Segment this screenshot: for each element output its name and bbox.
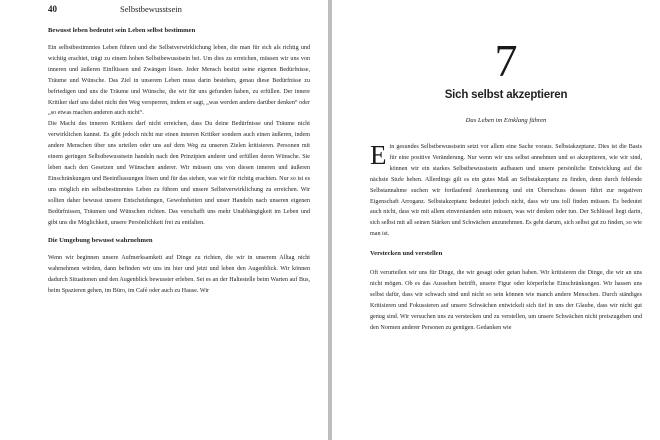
header-book-title: Selbstbewusstsein — [120, 4, 182, 14]
page-number: 40 — [48, 4, 57, 14]
intro-text: in gesundes Selbstbewusstsein setzt vor allem eine Sache voraus. Selbstakzeptanz. Dies ist die Basis für eine positive Veränderung. Nur wenn wir uns selbst annehmen und so akzeptieren, wie wir sind, können wir ein starkes Selbstbewusstsein aufbauen und unsere persönliche Entwicklung auf die nächste Stufe heben. Allerdings gilt es ein gutes Maß an Selbstakzeptanz zu finden, denn durch fehlende Selbstannahme suchen wir fortlaufend Anerkennung und ein Überschuss dessen führt zur negativen Eigenschaft Arroganz. Selbstakzeptanz bedeutet jedoch nicht, dass wir uns toll finden müssen. Es bedeutet auch nicht, dass wir mit allem einverstanden sein müssen, was wir denken oder tun. Der Schlüssel liegt darin, sich selbst mit all seinen Stärken und Schwächen anzunehmen. Es geht darum, sich selbst gut zu finden, so wie man ist. — [370, 144, 642, 238]
chapter-subtitle: Das Leben im Einklang führen — [465, 117, 547, 124]
section-heading-verstecken: Verstecken und verstellen — [370, 250, 443, 258]
section-heading-umgebung: Die Umgebung bewusst wahrnehmen — [48, 237, 153, 245]
section-heading-selbst-bestimmen: Bewusst leben bedeutet sein Leben selbst bestimmen — [48, 27, 196, 34]
right-page — [332, 0, 660, 440]
body-paragraph: Die Macht des inneren Kritikers darf nicht erreichen, dass Du deine Bedürfnisse und Träume nicht verwirklichen kannst. Es gibt jedoch nicht nur einen inneren Kritiker sondern auch einen äußeren, indem andere Menschen über uns urteilen oder uns auf dem Weg zu unseren Zielen kritisieren. Personen mit einem geringen Selbstbewusstsein handeln nach den Prinzipien anderer und erfüllen deren Wünsche. Sie leben nach den Gesetzen und Wünschen anderer. Wir müssen uns von diesen inneren und äußeren Einschränkungen und Beeinflussungen lösen und für das stehen, was wir für richtig erachten. Nur so ist es uns möglich ein selbstbestimmtes Leben zu führen und unsere Selbstverwirklichung zu erreichen. Wir sollten daher bewusst unsere Entscheidungen, Gewohnheiten und unser Handeln nach unseren eigenen Bedürfnissen, Träumen und Wünschen richten. Das verschafft uns mehr Unabhängigkeit im Leben und gibt uns die Möglichkeit, unsere Persönlichkeit frei zu entfalten. — [48, 121, 310, 226]
body-paragraph: Oft verurteilen wir uns für Dinge, die wir gesagt oder getan haben. Wir kritisieren die Dinge, die wir an uns nicht mögen. Ob es das Aussehen betrifft, unsere Figur oder körperliche Einschränkungen. Wir hassen uns selbst dafür, dass wir schwach sind und nicht so sein können wie manch andere Menschen. Durch ständiges Kritisieren und Fokussieren auf unsere Schwächen entwickelt sich tief in uns der Glaube, dass wir nicht gut genug sind. Wir versuchen uns zu verstecken und zu verstellen, um unsere Schwächen nicht preiszugeben und den Normen anderer Personen zu genügen. Gedanken wie — [370, 270, 642, 331]
chapter-title: Sich selbst akzeptieren — [444, 89, 568, 101]
left-page — [0, 0, 328, 440]
chapter-number: 7 — [494, 35, 518, 86]
drop-cap: E — [370, 140, 387, 170]
body-paragraph: Wenn wir beginnen unsere Aufmerksamkeit auf Dinge zu richten, die wir in unserem Alltag nicht wahrnehmen würden, dann befinden wir uns im hier und jetzt und leben den Augenblick. Wir können dadurch Situationen und den Augenblick bewusster erleben. Sei es an der Haltestelle beim Warten auf Bus, beim Spazieren gehen, im Büro, im Café oder auch zu Hause. Wir — [48, 255, 310, 295]
body-paragraph: Ein selbstbestimmtes Leben führen und die Selbstverwirklichung leben, die man für sich als richtig und wichtig erachtet, trägt zu einem hohen Selbstbewusstsein bei. Um dies zu erreichen, müssen wir uns von inneren und äußeren Einflüssen und Zwängen lösen. Jeder Mensch besitzt seine eigenen Bedürfnisse, Träume und Wünsche. Das Ziel in unserem Leben muss darin bestehen, genau diese Bedürfnisse zu befriedigen und uns die Träume und Wünsche, die wir für uns gefunden haben, zu erfüllen. Der innere Kritiker darf uns dabei nicht den Weg versperren, indem er sagt, „was werden andere darüber denken“ oder „so etwas machen anderen auch nicht“. — [48, 45, 310, 117]
running-header — [48, 4, 310, 18]
intro-paragraph — [370, 142, 642, 240]
